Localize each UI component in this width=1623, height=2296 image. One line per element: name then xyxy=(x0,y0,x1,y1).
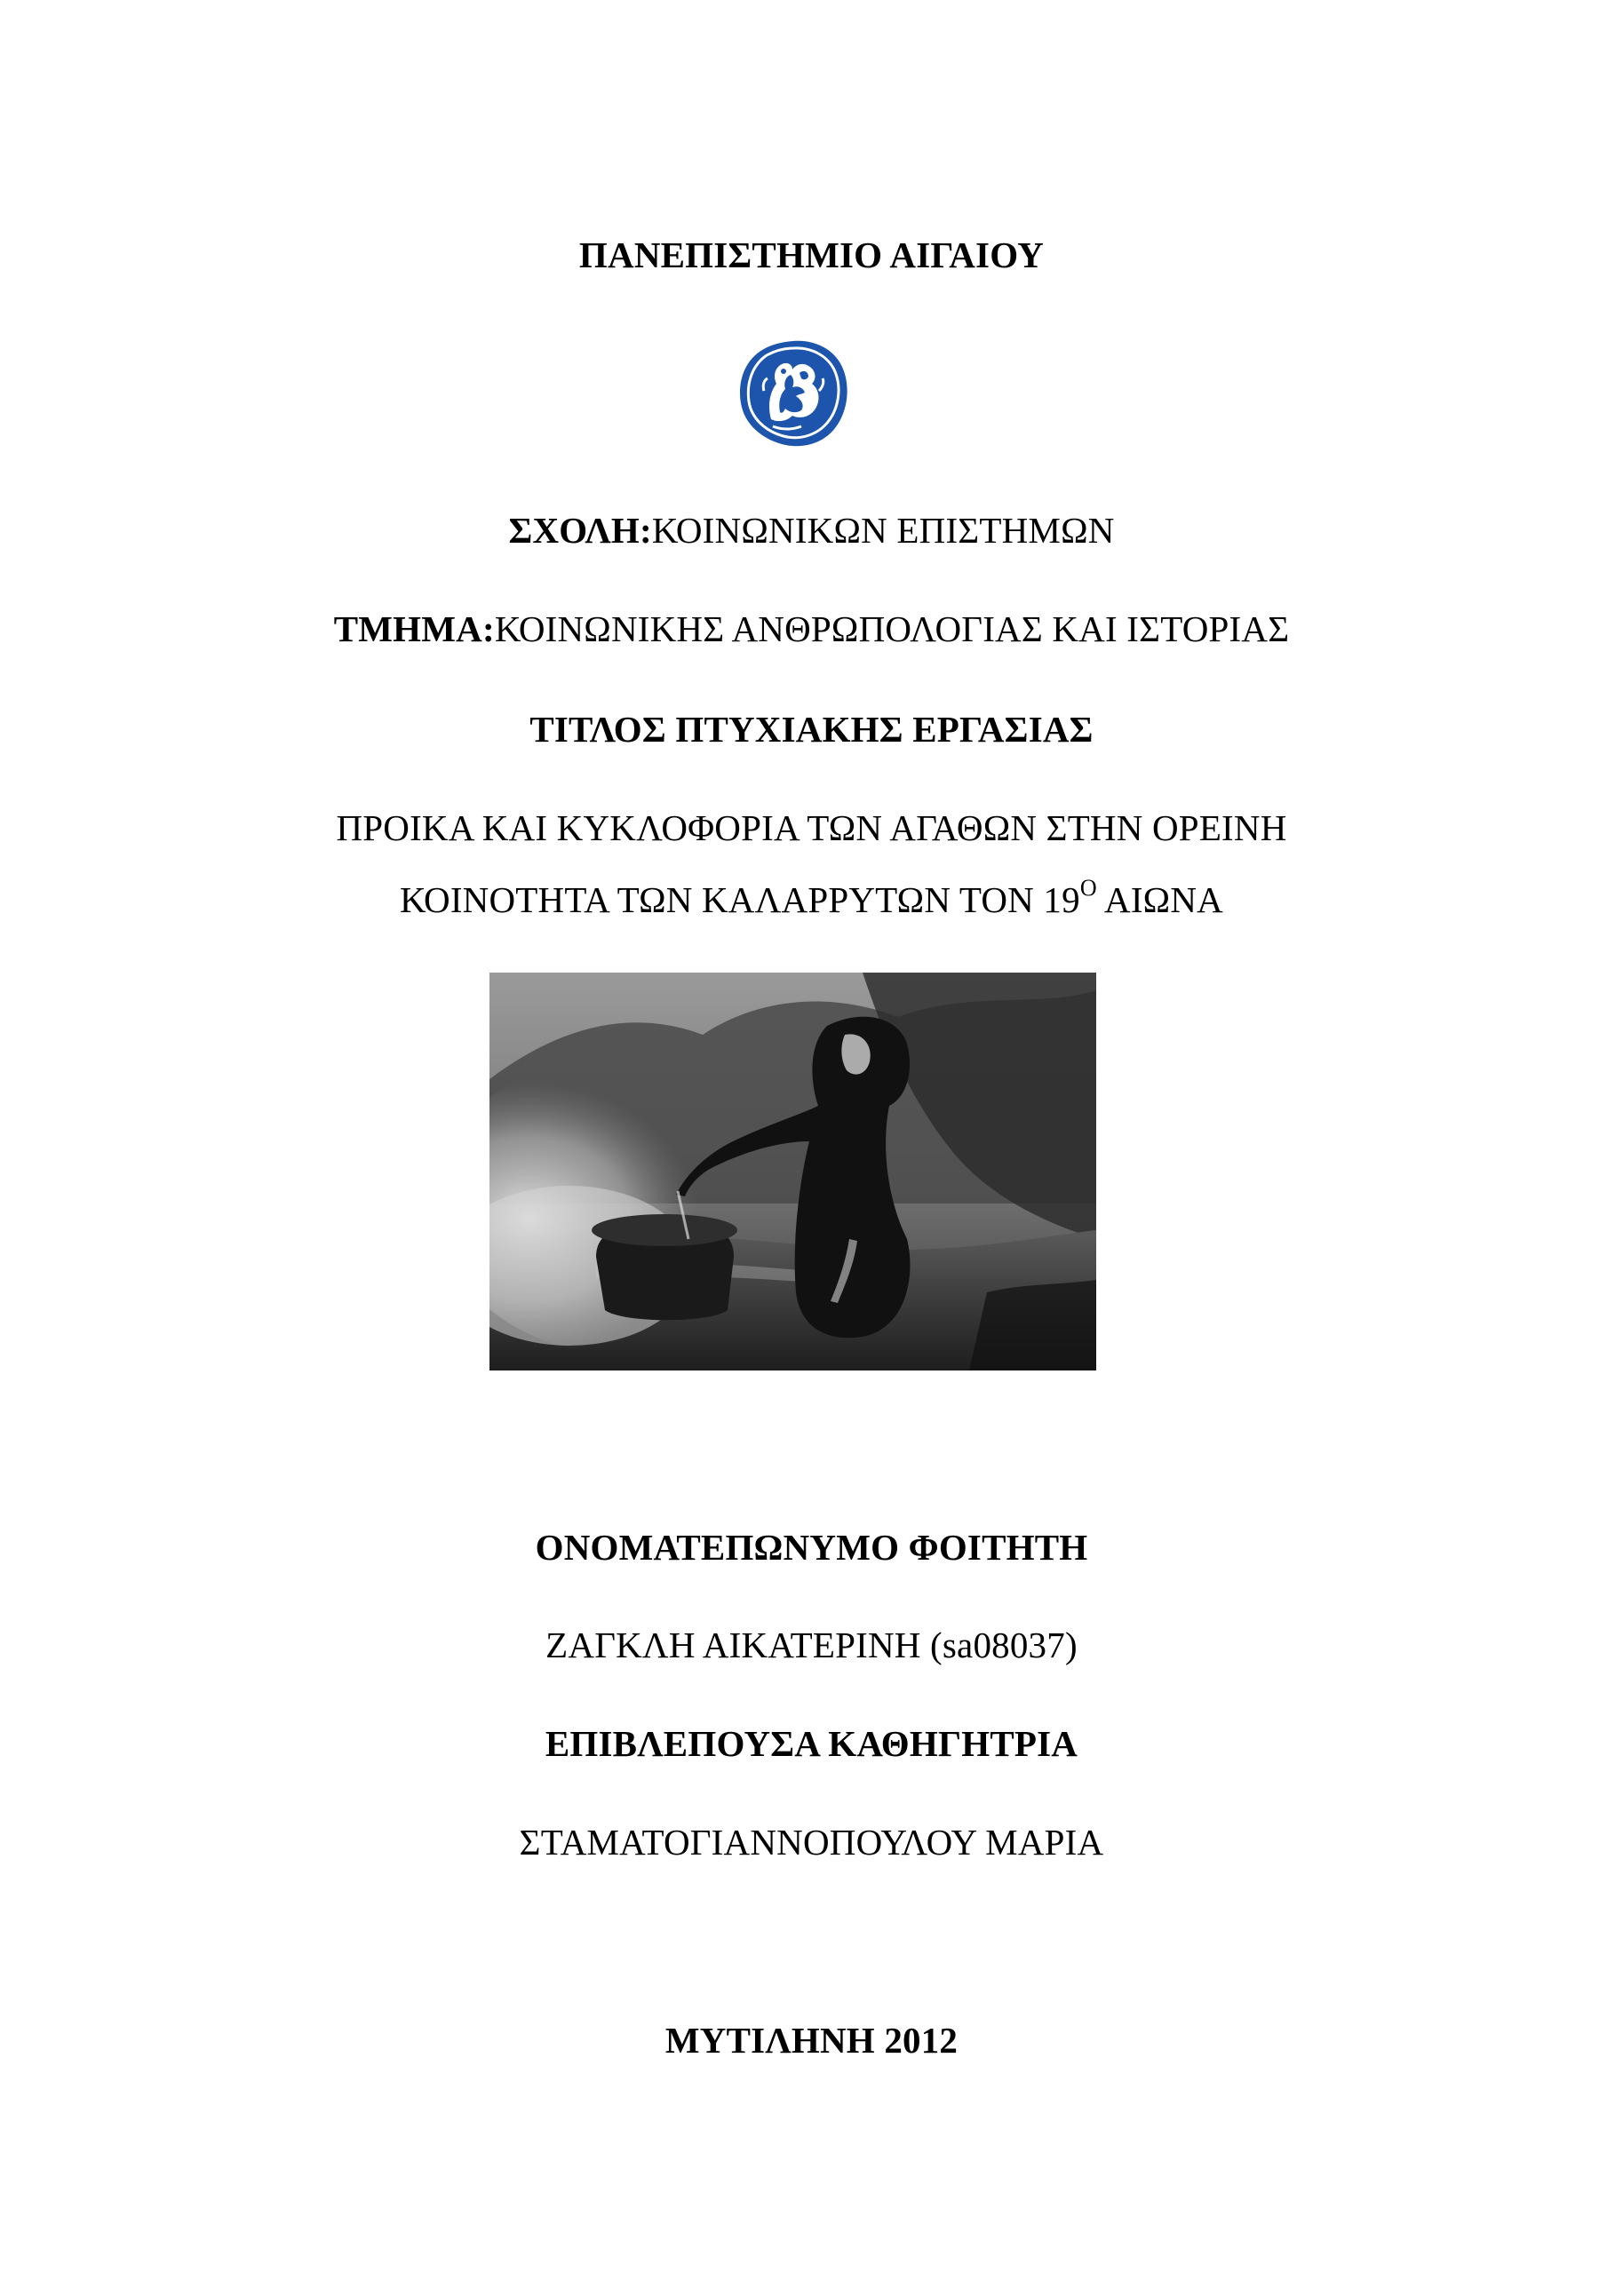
place-year: ΜΥΤΙΛΗΝΗ 2012 xyxy=(664,2020,959,2061)
thesis-title-line1: ΠΡΟΙΚΑ ΚΑΙ ΚΥΚΛΟΦΟΡΙΑ ΤΩΝ ΑΓΑΘΩΝ ΣΤΗΝ ΟΡΕΙΝΗ xyxy=(336,807,1287,848)
thesis-title-heading: ΤΙΤΛΟΣ ΠΤΥΧΙΑΚΗΣ ΕΡΓΑΣΙΑΣ xyxy=(529,709,1094,750)
seal-graphic xyxy=(737,338,849,449)
school-label: ΣΧΟΛΗ: xyxy=(508,510,652,551)
thesis-title-ordinal: Ο xyxy=(1079,875,1097,902)
student-heading: ΟΝΟΜΑΤΕΠΩΝΥΜΟ ΦΟΙΤΗΤΗ xyxy=(535,1527,1088,1568)
cover-photo-illustration xyxy=(489,973,1096,1370)
department-line xyxy=(0,607,1623,651)
department-value: ΚΟΙΝΩΝΙΚΗΣ ΑΝΘΡΩΠΟΛΟΓΙΑΣ ΚΑΙ ΙΣΤΟΡΙΑΣ xyxy=(494,608,1290,649)
school-line xyxy=(0,508,1623,552)
supervisor-heading: ΕΠΙΒΛΕΠΟΥΣΑ ΚΑΘΗΓΗΤΡΙΑ xyxy=(545,1723,1078,1764)
supervisor-name: ΣΤΑΜΑΤΟΓΙΑΝΝΟΠΟΥΛΟΥ ΜΑΡΙΑ xyxy=(519,1822,1104,1863)
thesis-title-line2-end: ΑΙΩΝΑ xyxy=(1096,879,1223,920)
university-name: ΠΑΝΕΠΙΣΤΗΜΙΟ ΑΙΓΑΙΟΥ xyxy=(578,234,1045,275)
cover-photo xyxy=(489,973,1096,1370)
thesis-title-line2-text: ΚΟΙΝΟΤΗΤΑ ΤΩΝ ΚΑΛΑΡΡΥΤΩΝ ΤΟΝ 19 xyxy=(400,879,1080,920)
thesis-title-line2 xyxy=(0,875,1623,922)
school-value: ΚΟΙΝΩΝΙΚΩΝ ΕΠΙΣΤΗΜΩΝ xyxy=(651,510,1115,551)
student-name: ΖΑΓΚΛΗ ΑΙΚΑΤΕΡΙΝΗ (sa08037) xyxy=(545,1625,1078,1665)
university-seal-icon xyxy=(737,338,849,449)
department-label: ΤΜΗΜΑ: xyxy=(333,608,495,649)
